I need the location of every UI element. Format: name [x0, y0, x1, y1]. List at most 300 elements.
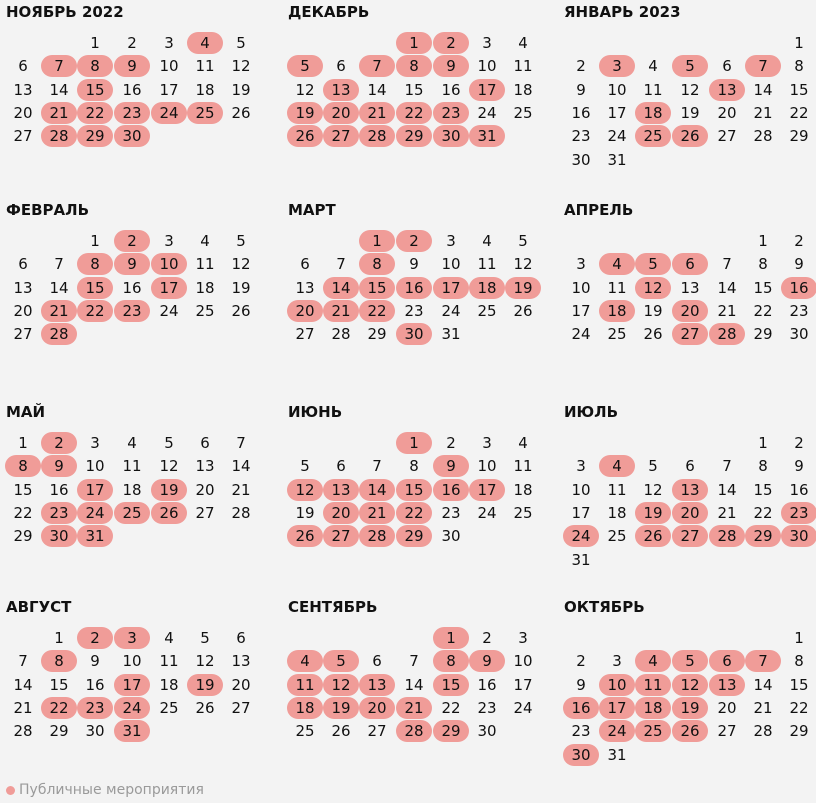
- event-day: 8: [41, 650, 77, 672]
- day: 12: [513, 255, 533, 274]
- day: 2: [482, 629, 492, 647]
- event-day: 22: [77, 300, 113, 322]
- day: 14: [717, 278, 737, 297]
- event-day: 1: [433, 627, 469, 649]
- day: 31: [441, 325, 461, 344]
- day: 27: [195, 503, 215, 522]
- month-block: [6, 2, 256, 192]
- day: 13: [680, 278, 700, 297]
- day: 15: [789, 80, 809, 99]
- day: 21: [753, 698, 773, 717]
- event-day: 21: [396, 697, 432, 719]
- day: 9: [576, 675, 586, 694]
- event-day: 20: [359, 697, 395, 719]
- event-day: 12: [635, 277, 671, 299]
- day: 4: [482, 232, 492, 250]
- day: 8: [758, 457, 768, 476]
- day: 1: [54, 629, 64, 647]
- event-day: 27: [323, 125, 359, 147]
- day: 26: [643, 325, 663, 344]
- event-day: 7: [41, 55, 77, 77]
- day: 7: [54, 255, 64, 274]
- event-day: 17: [77, 479, 113, 501]
- day: 1: [794, 629, 804, 647]
- event-day: 17: [469, 79, 505, 101]
- event-day: 21: [41, 102, 77, 124]
- event-day: 6: [709, 650, 745, 672]
- event-day: 12: [672, 674, 708, 696]
- event-day: 17: [114, 674, 150, 696]
- event-day: 28: [359, 125, 395, 147]
- day: 22: [789, 103, 809, 122]
- day: 14: [404, 675, 424, 694]
- day: 3: [164, 34, 174, 52]
- day: 15: [49, 675, 69, 694]
- day: 17: [159, 80, 179, 99]
- legend: [6, 780, 204, 800]
- event-day: 21: [41, 300, 77, 322]
- event-day: 19: [323, 697, 359, 719]
- day: 12: [295, 80, 315, 99]
- day: 14: [367, 80, 387, 99]
- day: 18: [513, 80, 533, 99]
- event-day: 29: [433, 720, 469, 742]
- event-day: 2: [396, 230, 432, 252]
- day: 1: [794, 34, 804, 52]
- month-title: ДЕКАБРЬ: [288, 3, 370, 21]
- month-block: [6, 597, 256, 787]
- event-day: 5: [323, 650, 359, 672]
- day: 31: [607, 745, 627, 764]
- event-day: 20: [323, 502, 359, 524]
- day: 4: [200, 232, 210, 250]
- day: 25: [607, 325, 627, 344]
- day: 6: [372, 652, 382, 671]
- event-day: 24: [599, 720, 635, 742]
- day: 22: [753, 503, 773, 522]
- day: 17: [513, 675, 533, 694]
- event-day: 15: [77, 79, 113, 101]
- day: 3: [576, 255, 586, 274]
- legend-label: Публичные мероприятия: [19, 782, 204, 798]
- day: 22: [753, 301, 773, 320]
- day: 15: [13, 480, 33, 499]
- event-day: 20: [672, 300, 708, 322]
- day: 26: [231, 103, 251, 122]
- month-title: ИЮЛЬ: [564, 403, 619, 421]
- day: 24: [477, 503, 497, 522]
- day: 2: [446, 434, 456, 452]
- day: 22: [13, 503, 33, 522]
- event-day: 5: [635, 253, 671, 275]
- day: 24: [513, 698, 533, 717]
- day: 24: [477, 103, 497, 122]
- day: 1: [758, 434, 768, 452]
- event-day: 7: [359, 55, 395, 77]
- event-day: 3: [114, 627, 150, 649]
- event-day: 5: [287, 55, 323, 77]
- month-title: МАРТ: [288, 201, 336, 219]
- day: 10: [571, 278, 591, 297]
- day: 6: [18, 255, 28, 274]
- event-day: 17: [599, 697, 635, 719]
- event-day: 23: [41, 502, 77, 524]
- day: 9: [90, 652, 100, 671]
- day: 11: [513, 57, 533, 76]
- day: 11: [195, 255, 215, 274]
- event-day: 7: [745, 55, 781, 77]
- event-day: 7: [745, 650, 781, 672]
- event-day: 20: [287, 300, 323, 322]
- event-day: 21: [323, 300, 359, 322]
- day: 6: [722, 57, 732, 76]
- event-day: 27: [672, 323, 708, 345]
- event-day: 1: [359, 230, 395, 252]
- day: 6: [685, 457, 695, 476]
- day: 18: [122, 480, 142, 499]
- day: 30: [441, 527, 461, 546]
- event-day: 4: [287, 650, 323, 672]
- day: 22: [441, 698, 461, 717]
- day: 18: [513, 480, 533, 499]
- day: 12: [231, 57, 251, 76]
- event-day: 14: [359, 479, 395, 501]
- event-day: 21: [359, 102, 395, 124]
- event-day: 23: [77, 697, 113, 719]
- day: 6: [336, 57, 346, 76]
- day: 21: [13, 698, 33, 717]
- event-day: 8: [5, 455, 41, 477]
- day: 2: [576, 652, 586, 671]
- day: 16: [49, 480, 69, 499]
- day: 5: [518, 232, 528, 250]
- day: 5: [200, 629, 210, 647]
- event-day: 26: [672, 720, 708, 742]
- event-day: 29: [396, 525, 432, 547]
- day: 27: [13, 127, 33, 146]
- day: 25: [607, 527, 627, 546]
- event-day: 15: [433, 674, 469, 696]
- event-day: 24: [77, 502, 113, 524]
- day: 25: [295, 722, 315, 741]
- event-day: 2: [433, 32, 469, 54]
- event-day: 18: [287, 697, 323, 719]
- day: 5: [300, 457, 310, 476]
- day: 19: [680, 103, 700, 122]
- event-day: 21: [359, 502, 395, 524]
- day: 3: [482, 34, 492, 52]
- event-day: 4: [599, 253, 635, 275]
- event-day: 30: [41, 525, 77, 547]
- event-day: 30: [563, 744, 599, 766]
- event-day: 24: [114, 697, 150, 719]
- event-day: 25: [187, 102, 223, 124]
- day: 29: [789, 127, 809, 146]
- day: 3: [482, 434, 492, 452]
- event-day: 13: [323, 79, 359, 101]
- event-day: 9: [433, 455, 469, 477]
- event-day: 16: [563, 697, 599, 719]
- day: 25: [513, 503, 533, 522]
- event-day: 28: [41, 125, 77, 147]
- day: 5: [648, 457, 658, 476]
- event-day: 17: [469, 479, 505, 501]
- day: 2: [794, 232, 804, 250]
- day: 3: [612, 652, 622, 671]
- event-day: 30: [781, 525, 816, 547]
- day: 6: [300, 255, 310, 274]
- event-day: 9: [433, 55, 469, 77]
- day: 15: [789, 675, 809, 694]
- month-block: [564, 200, 814, 390]
- event-day: 26: [672, 125, 708, 147]
- event-day: 17: [433, 277, 469, 299]
- event-day: 30: [433, 125, 469, 147]
- event-day: 20: [672, 502, 708, 524]
- day: 31: [571, 550, 591, 569]
- day: 18: [159, 675, 179, 694]
- day: 20: [231, 675, 251, 694]
- event-day: 9: [114, 253, 150, 275]
- event-day: 24: [151, 102, 187, 124]
- day: 3: [446, 232, 456, 250]
- day: 7: [236, 434, 246, 452]
- day: 21: [717, 301, 737, 320]
- day: 10: [85, 457, 105, 476]
- day: 13: [231, 652, 251, 671]
- event-day: 14: [323, 277, 359, 299]
- event-day: 8: [433, 650, 469, 672]
- event-day: 17: [151, 277, 187, 299]
- event-day: 28: [41, 323, 77, 345]
- month-block: [288, 2, 538, 192]
- event-day: 28: [709, 525, 745, 547]
- day: 4: [518, 34, 528, 52]
- day: 7: [722, 255, 732, 274]
- event-day: 2: [114, 230, 150, 252]
- day: 3: [518, 629, 528, 647]
- day: 10: [607, 80, 627, 99]
- day: 21: [231, 480, 251, 499]
- day: 17: [571, 503, 591, 522]
- day: 23: [441, 503, 461, 522]
- day: 2: [794, 434, 804, 452]
- day: 8: [758, 255, 768, 274]
- event-day: 27: [672, 525, 708, 547]
- day: 8: [794, 652, 804, 671]
- day: 27: [13, 325, 33, 344]
- day: 28: [331, 325, 351, 344]
- day: 13: [295, 278, 315, 297]
- day: 18: [195, 80, 215, 99]
- day: 19: [295, 503, 315, 522]
- event-day: 23: [433, 102, 469, 124]
- event-day: 8: [77, 55, 113, 77]
- event-day: 2: [77, 627, 113, 649]
- month-title: НОЯБРЬ 2022: [6, 3, 124, 21]
- event-day: 9: [469, 650, 505, 672]
- day: 23: [404, 301, 424, 320]
- day: 8: [409, 457, 419, 476]
- day: 11: [195, 57, 215, 76]
- day: 25: [195, 301, 215, 320]
- event-day: 28: [709, 323, 745, 345]
- day: 4: [164, 629, 174, 647]
- month-title: ФЕВРАЛЬ: [6, 201, 90, 219]
- month-title: СЕНТЯБРЬ: [288, 598, 378, 616]
- day: 15: [753, 278, 773, 297]
- day: 20: [717, 103, 737, 122]
- event-day: 18: [469, 277, 505, 299]
- day: 3: [164, 232, 174, 250]
- day: 1: [90, 232, 100, 250]
- month-block: [564, 597, 814, 787]
- event-day: 6: [672, 253, 708, 275]
- event-day: 8: [396, 55, 432, 77]
- event-day: 30: [114, 125, 150, 147]
- event-day: 4: [187, 32, 223, 54]
- event-day: 13: [709, 674, 745, 696]
- day: 7: [18, 652, 28, 671]
- event-day: 31: [114, 720, 150, 742]
- day: 7: [722, 457, 732, 476]
- day: 10: [477, 457, 497, 476]
- day: 19: [231, 278, 251, 297]
- day: 7: [336, 255, 346, 274]
- event-day: 12: [287, 479, 323, 501]
- day: 10: [571, 480, 591, 499]
- event-day: 23: [114, 102, 150, 124]
- event-day: 9: [41, 455, 77, 477]
- day: 29: [13, 527, 33, 546]
- event-day: 1: [396, 32, 432, 54]
- day: 2: [127, 34, 137, 52]
- day: 17: [607, 103, 627, 122]
- event-day: 27: [323, 525, 359, 547]
- day: 10: [441, 255, 461, 274]
- event-day: 16: [433, 479, 469, 501]
- day: 2: [576, 57, 586, 76]
- event-day: 19: [635, 502, 671, 524]
- event-day: 26: [635, 525, 671, 547]
- event-day: 31: [469, 125, 505, 147]
- day: 8: [794, 57, 804, 76]
- day: 27: [367, 722, 387, 741]
- day: 12: [231, 255, 251, 274]
- day: 14: [13, 675, 33, 694]
- day: 25: [513, 103, 533, 122]
- day: 16: [122, 278, 142, 297]
- day: 4: [648, 57, 658, 76]
- event-day: 3: [599, 55, 635, 77]
- day: 16: [571, 103, 591, 122]
- day: 6: [200, 434, 210, 452]
- event-day: 22: [359, 300, 395, 322]
- month-block: [6, 200, 256, 390]
- day: 18: [607, 503, 627, 522]
- event-day: 25: [635, 720, 671, 742]
- day: 30: [85, 722, 105, 741]
- event-day: 28: [359, 525, 395, 547]
- event-day: 15: [77, 277, 113, 299]
- month-title: ЯНВАРЬ 2023: [564, 3, 681, 21]
- event-day: 29: [745, 525, 781, 547]
- month-block: [288, 597, 538, 787]
- event-day: 13: [359, 674, 395, 696]
- day: 7: [372, 457, 382, 476]
- day: 12: [195, 652, 215, 671]
- event-day: 23: [114, 300, 150, 322]
- day: 23: [571, 722, 591, 741]
- day: 9: [794, 255, 804, 274]
- day: 30: [477, 722, 497, 741]
- day: 18: [195, 278, 215, 297]
- day: 30: [789, 325, 809, 344]
- day: 27: [717, 722, 737, 741]
- day: 16: [85, 675, 105, 694]
- day: 13: [13, 80, 33, 99]
- event-day: 11: [635, 674, 671, 696]
- event-day: 13: [323, 479, 359, 501]
- day: 11: [607, 480, 627, 499]
- event-day: 26: [287, 525, 323, 547]
- day: 1: [18, 434, 28, 452]
- day: 29: [49, 722, 69, 741]
- day: 16: [441, 80, 461, 99]
- event-day: 22: [77, 102, 113, 124]
- event-day: 1: [396, 432, 432, 454]
- day: 28: [753, 722, 773, 741]
- day: 28: [231, 503, 251, 522]
- event-day: 22: [396, 102, 432, 124]
- day: 27: [717, 127, 737, 146]
- event-day: 15: [359, 277, 395, 299]
- day: 10: [122, 652, 142, 671]
- day: 26: [231, 301, 251, 320]
- day: 1: [758, 232, 768, 250]
- day: 12: [680, 80, 700, 99]
- event-day: 8: [359, 253, 395, 275]
- day: 16: [789, 480, 809, 499]
- event-day: 19: [287, 102, 323, 124]
- month-title: АПРЕЛЬ: [564, 201, 634, 219]
- month-title: ОКТЯБРЬ: [564, 598, 645, 616]
- event-day: 25: [114, 502, 150, 524]
- day: 31: [607, 150, 627, 169]
- day: 20: [13, 103, 33, 122]
- month-block: [288, 200, 538, 390]
- day: 29: [789, 722, 809, 741]
- day: 20: [13, 301, 33, 320]
- day: 21: [717, 503, 737, 522]
- day: 24: [441, 301, 461, 320]
- event-day: 9: [114, 55, 150, 77]
- legend-dot-icon: [6, 786, 15, 795]
- event-day: 13: [709, 79, 745, 101]
- month-title: МАЙ: [6, 403, 46, 421]
- day: 4: [127, 434, 137, 452]
- day: 20: [195, 480, 215, 499]
- day: 29: [753, 325, 773, 344]
- event-day: 19: [672, 697, 708, 719]
- day: 13: [13, 278, 33, 297]
- day: 11: [477, 255, 497, 274]
- day: 23: [789, 301, 809, 320]
- day: 9: [576, 80, 586, 99]
- day: 26: [513, 301, 533, 320]
- event-day: 30: [396, 323, 432, 345]
- event-day: 28: [396, 720, 432, 742]
